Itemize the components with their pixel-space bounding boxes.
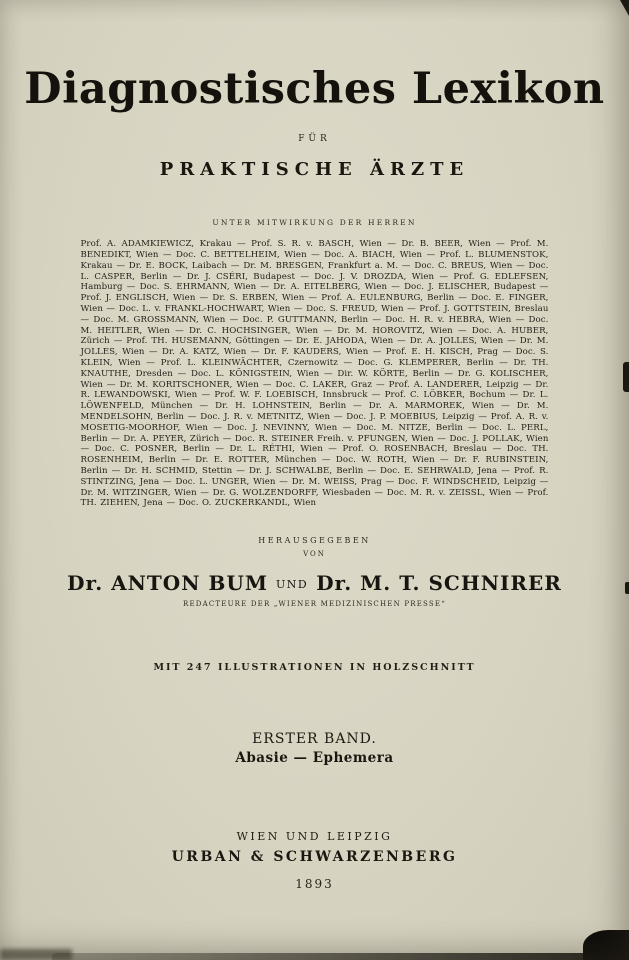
- subtitle: PRAKTISCHE ÄRZTE: [159, 159, 470, 181]
- scan-artifact-bottom-right: [583, 930, 629, 960]
- scan-artifact-bottom-left: [0, 949, 72, 960]
- volume-range: Abasie — Ephemera: [235, 750, 394, 767]
- volume-label: ERSTER BAND.: [252, 731, 377, 748]
- editor-second-name: Dr. M. T. SCHNIRER: [316, 571, 562, 596]
- by-label: VON: [303, 550, 326, 559]
- publisher-cities: WIEN UND LEIPZIG: [236, 830, 393, 844]
- publisher-name: URBAN & SCHWARZENBERG: [171, 849, 458, 866]
- illustrations-note: MIT 247 ILLUSTRATIONEN IN HOLZSCHNITT: [153, 662, 476, 674]
- for-label: FÜR: [298, 134, 331, 145]
- contributors-heading: UNTER MITWIRKUNG DER HERREN: [212, 218, 417, 228]
- publication-year: 1893: [295, 877, 334, 892]
- editors-conjunction: UND: [275, 578, 309, 592]
- page-title: Diagnostisches Lexikon: [24, 64, 605, 114]
- scan-artifact-right-edge-1: [623, 362, 629, 392]
- editors-line: [0, 571, 629, 595]
- editors-role: REDACTEURE DER „WIENER MEDIZINISCHEN PRESSE“: [182, 600, 447, 609]
- scan-artifact-right-edge-2: [625, 582, 629, 594]
- scan-artifact-bottom-strip: [52, 953, 629, 960]
- edited-by-label: HERAUSGEGEBEN: [258, 536, 371, 546]
- editor-first-name: Dr. ANTON BUM: [67, 571, 268, 596]
- contributors-list: Prof. A. ADAMKIEWICZ, Krakau — Prof. S. R. v. BASCH, Wien — Dr. B. BEER, Wien — Prof. M. BENEDIKT, Wien — Doc. C. BETTELHEIM, Wien — Doc. A. BIACH, Wien — Prof. L. BLUMENSTOK, Krakau — Dr. E. BOCK, Laibach — Dr. M. BRESGEN, Frankfurt a. M. — Doc. C. BREUS, Wien — Doc. L. CASPER, Berlin — Dr. J. CSÉRI, Budapest — Doc. J. V. DROZDA, Wien — Prof. G. EDLEFSEN, Hamburg — Doc. S. EHRMANN, Wien — Dr. A. EITELBERG, Wien — Doc. J. ELISCHER, Budapest — Prof. J. ENGLISCH, Wien — Dr. S. ERBEN, Wien — Prof. A. EULENBURG, Berlin — Doc. E. FINGER, Wien — Doc. L. v. FRANKL-HOCHWART, Wien — Doc. S. FREUD, Wien — Prof. J. GOTTSTEIN, Breslau — Doc. M. GROSSMANN, Wien — Doc. P. GUTTMANN, Berlin — Doc. H. R. v. HEBRA, Wien — Doc. M. HEITLER, Wien — Dr. C. HOCHSINGER, Wien — Dr. M. HOROVITZ, Wien — Doc. A. HUBER, Zürich — Prof. TH. HUSEMANN, Göttingen — Dr. E. JAHODA, Wien — Dr. A. JOLLES, Wien — Dr. M. JOLLES, Wien — Dr. A. KATZ, Wien — Dr. F. KAUDERS, Wien — Prof. E. H. KISCH, Prag — Doc. S. KLEIN, Wien — Prof. L. KLEINWÄCHTER, Czernowitz — Doc. G. KLEMPERER, Berlin — Dr. TH. KNAUTHE, Dresden — Doc. L. KÖNIGSTEIN, Wien — Dir. W. KÖRTE, Berlin — Dr. G. KOLISCHER, Wien — Dr. M. KORITSCHONER, Wien — Doc. C. LAKER, Graz — Prof. A. LANDERER, Leipzig — Dr. R. LEWANDOWSKI, Wien — Prof. W. F. LOEBISCH, Innsbruck — Prof. C. LÖBKER, Bochum — Dr. L. LÖWENFELD, München — Dr. H. LOHNSTEIN, Berlin — Dr. A. MARMOREK, Wien — Dr. M. MENDELSOHN, Berlin — Doc. J. R. v. METNITZ, Wien — Doc. J. P. MOEBIUS, Leipzig — Prof. A. R. v. MOSETIG-MOORHOF, Wien — Doc. J. NEVINNY, Wien — Doc. M. NITZE, Berlin — Doc. L. PERL, Berlin — Dr. A. PEYER, Zürich — Doc. R. STEINER Freih. v. PFUNGEN, Wien — Doc. J. POLLAK, Wien — Doc. C. POSNER, Berlin — Dr. L. RÉTHI, Wien — Prof. O. ROSENBACH, Breslau — Doc. TH. ROSENHEIM, Berlin — Dr. E. ROTTER, München — Doc. W. ROTH, Wien — Dr. F. RUBINSTEIN, Berlin — Dr. H. SCHMID, Stettin — Dr. J. SCHWALBE, Berlin — Doc. E. SEHRWALD, Jena — Prof. R. STINTZING, Jena — Doc. L. UNGER, Wien — Dr. M. WEISS, Prag — Doc. F. WINDSCHEID, Leipzig — Dr. M. WITZINGER, Wien — Dr. G. WOLZENDORFF, Wiesbaden — Doc. M. R. v. ZEISSL, Wien — Prof. TH. ZIEHEN, Jena — Doc. O. ZUCKERKANDL, Wien: [80, 239, 549, 509]
